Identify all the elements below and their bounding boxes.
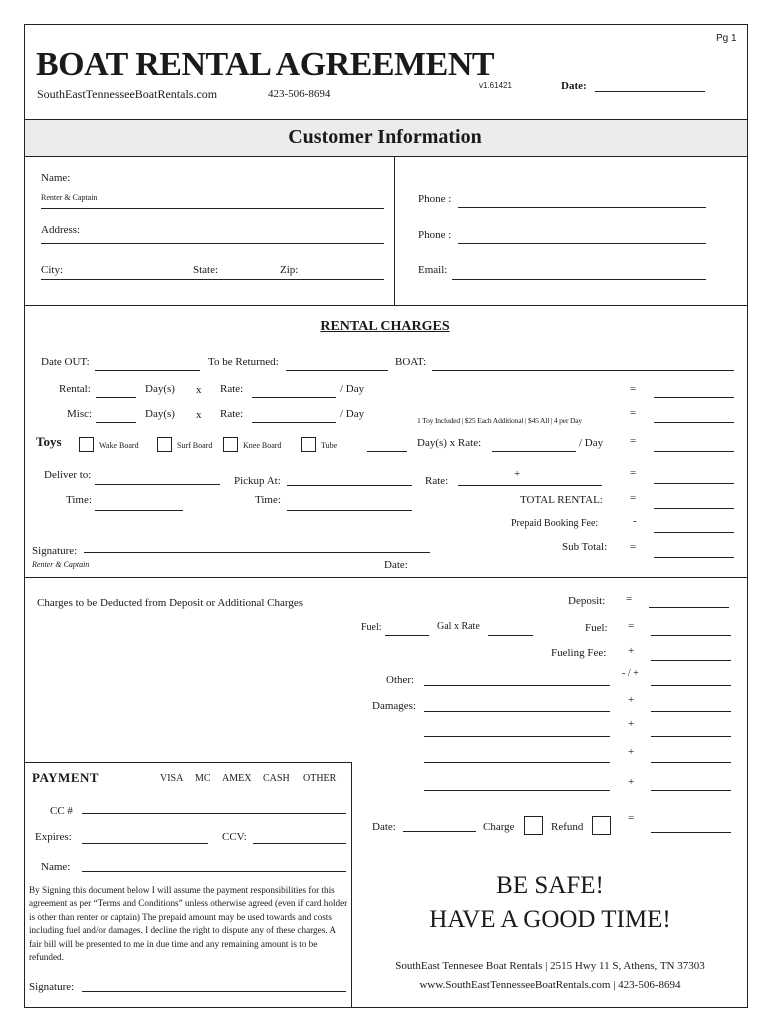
boat-label: BOAT: [395, 356, 427, 368]
delivery-rate-field[interactable] [458, 472, 602, 486]
damages-amount-2[interactable] [651, 723, 731, 737]
damages-plus-3: + [628, 746, 635, 758]
rental-signature-field[interactable] [84, 539, 430, 553]
phone1-field[interactable] [458, 194, 706, 208]
payment-name-label: Name: [41, 861, 71, 873]
minus-plus-label: - / + [622, 668, 639, 679]
knee-board-label: Knee Board [243, 441, 282, 450]
wake-board-label: Wake Board [99, 441, 139, 450]
misc-rate-label: Rate: [220, 408, 244, 420]
charge-checkbox[interactable] [524, 816, 543, 835]
fueling-fee-label: Fueling Fee: [551, 647, 607, 659]
deliver-to-label: Deliver to: [44, 469, 92, 481]
rental-charges-title: RENTAL CHARGES [320, 319, 450, 334]
boat-field[interactable] [432, 357, 734, 371]
payment-name-field[interactable] [82, 858, 346, 872]
rental-equals: = [630, 383, 637, 395]
toys-rate-field[interactable] [492, 438, 576, 452]
damages-desc-1[interactable] [424, 698, 610, 712]
phone-label: 423-506-8694 [268, 88, 331, 100]
surf-board-checkbox[interactable] [157, 437, 172, 452]
other-desc-field[interactable] [424, 672, 610, 686]
deposit-label: Deposit: [568, 595, 606, 607]
city-label: City: [41, 264, 64, 276]
rental-x-label: x [196, 384, 202, 396]
settle-equals: = [628, 812, 635, 824]
tube-checkbox[interactable] [301, 437, 316, 452]
sub-total-equals: = [630, 541, 637, 553]
payment-title: PAYMENT [32, 770, 100, 785]
fuel-gal-field[interactable] [385, 622, 429, 636]
toys-days-field[interactable] [367, 438, 407, 452]
good-time-text: HAVE A GOOD TIME! [429, 906, 671, 933]
be-safe-text: BE SAFE! [496, 872, 604, 899]
delivery-equals: = [630, 467, 637, 479]
delivery-total-field[interactable] [654, 470, 734, 484]
damages-desc-3[interactable] [424, 749, 610, 763]
prepaid-dash: - [633, 515, 637, 527]
website-label: SouthEastTennesseeBoatRentals.com [37, 87, 218, 101]
address-label: Address: [41, 224, 81, 236]
name-field[interactable] [41, 195, 384, 209]
zip-label: Zip: [280, 264, 299, 276]
prepaid-fee-label: Prepaid Booking Fee: [511, 518, 599, 529]
city-state-zip-field[interactable] [41, 266, 384, 280]
card-amex[interactable]: AMEX [222, 773, 252, 784]
header-date-label: Date: [561, 80, 587, 92]
version-label: v1.61421 [479, 81, 512, 90]
days-x-rate-label: Day(s) x Rate: [417, 437, 482, 449]
email-field[interactable] [452, 266, 706, 280]
refund-checkbox[interactable] [592, 816, 611, 835]
deliver-to-field[interactable] [95, 471, 220, 485]
customer-info-title: Customer Information [288, 126, 482, 148]
deposit-field[interactable] [649, 594, 729, 608]
knee-board-checkbox[interactable] [223, 437, 238, 452]
charge-label: Charge [483, 821, 515, 833]
fuel-label: Fuel: [361, 622, 382, 633]
deposit-equals: = [626, 593, 633, 605]
cc-label: CC # [50, 805, 73, 817]
toys-equals: = [630, 435, 637, 447]
surf-board-label: Surf Board [177, 441, 213, 450]
rental-total-field[interactable] [654, 384, 734, 398]
payment-signature-label: Signature: [29, 981, 75, 993]
expires-field[interactable] [82, 830, 208, 844]
card-mc[interactable]: MC [195, 773, 211, 784]
page-number: Pg 1 [716, 33, 737, 44]
fueling-fee-plus: + [628, 645, 635, 657]
customer-divider [394, 157, 395, 306]
pickup-at-label: Pickup At: [234, 475, 281, 487]
misc-total-field[interactable] [654, 409, 734, 423]
pickup-at-field[interactable] [287, 472, 412, 486]
damages-desc-2[interactable] [424, 723, 610, 737]
rental-rate-label: Rate: [220, 383, 244, 395]
fuel-total-field[interactable] [651, 622, 731, 636]
time1-field[interactable] [95, 497, 183, 511]
cc-field[interactable] [82, 800, 346, 814]
deposit-divider [24, 577, 748, 578]
card-other[interactable]: OTHER [303, 773, 337, 784]
email-label: Email: [418, 264, 448, 276]
date-out-field[interactable] [95, 357, 200, 371]
time2-label: Time: [255, 494, 281, 506]
damages-label: Damages: [372, 700, 416, 712]
wake-board-checkbox[interactable] [79, 437, 94, 452]
fuel-rate-field[interactable] [488, 622, 533, 636]
misc-per-day-label: / Day [340, 408, 365, 420]
sub-total-label: Sub Total: [562, 541, 608, 553]
damages-plus-2: + [628, 718, 635, 730]
footer-address: SouthEast Tennesee Boat Rentals | 2515 Hwy 11 S, Athens, TN 37303 [395, 960, 705, 972]
date-out-label: Date OUT: [41, 356, 90, 368]
misc-days-field[interactable] [96, 409, 136, 423]
settle-date-field[interactable] [403, 818, 476, 832]
damages-plus-1: + [628, 694, 635, 706]
signature-date-label: Date: [384, 559, 408, 571]
damages-amount-3[interactable] [651, 749, 731, 763]
toys-total-field[interactable] [654, 438, 734, 452]
expires-label: Expires: [35, 831, 72, 843]
total-rental-field[interactable] [654, 495, 734, 509]
to-be-returned-label: To be Returned: [208, 356, 279, 368]
card-cash[interactable]: CASH [263, 773, 290, 784]
footer-contact: www.SouthEastTennesseeBoatRentals.com | 423-506-8694 [419, 979, 681, 991]
signature-renter-captain: Renter & Captain [32, 560, 90, 569]
header-date-field[interactable] [595, 78, 705, 92]
form-title: BOAT RENTAL AGREEMENT [36, 46, 495, 83]
fuel2-label: Fuel: [585, 622, 608, 634]
state-label: State: [193, 264, 219, 276]
prepaid-fee-field[interactable] [654, 519, 734, 533]
tube-label: Tube [321, 441, 338, 450]
rental-rate-field[interactable] [252, 384, 336, 398]
misc-days-label: Day(s) [145, 408, 175, 420]
misc-rate-field[interactable] [252, 409, 336, 423]
renter-captain-label: Renter & Captain [41, 193, 98, 202]
phone2-label: Phone : [418, 229, 452, 241]
phone2-field[interactable] [458, 230, 706, 244]
damages-plus-4: + [628, 776, 635, 788]
rental-per-day-label: / Day [340, 383, 365, 395]
time2-field[interactable] [287, 497, 412, 511]
misc-x-label: x [196, 409, 202, 421]
total-rental-label: TOTAL RENTAL: [520, 494, 603, 506]
payment-signature-field[interactable] [82, 978, 346, 992]
damages-amount-1[interactable] [651, 698, 731, 712]
time1-label: Time: [66, 494, 92, 506]
ccv-field[interactable] [253, 830, 346, 844]
payment-terms: By Signing this document below I will assume the payment responsibilities for this agreement as per “Terms and Conditions” unless otherwise agreed (even if card holder is other than renter or captain) The prepaid amount may be used towards and costs including fuel and/or damages. I decline the right to dispute any of these charges. A fair bill will be presented to me in due time and any remaining amount is to be refunded. [29, 885, 348, 963]
refund-label: Refund [551, 821, 584, 833]
card-visa[interactable]: VISA [160, 773, 184, 784]
rental-days-label: Day(s) [145, 383, 175, 395]
ccv-label: CCV: [222, 831, 247, 843]
address-field[interactable] [41, 230, 384, 244]
gal-rate-label: Gal x Rate [437, 621, 480, 632]
misc-label: Misc: [67, 408, 93, 420]
misc-equals: = [630, 407, 637, 419]
delivery-rate-label: Rate: [425, 475, 449, 487]
sub-total-field[interactable] [654, 544, 734, 558]
charges-note: Charges to be Deducted from Deposit or Additional Charges [37, 597, 303, 609]
other-amount-field[interactable] [651, 672, 731, 686]
fueling-fee-field[interactable] [651, 647, 731, 661]
fuel-equals: = [628, 620, 635, 632]
signature-label: Signature: [32, 545, 78, 557]
toys-per-day-label: / Day [579, 437, 604, 449]
delivery-plus: + [514, 468, 521, 480]
toys-label: Toys [36, 434, 62, 449]
settle-amount-field[interactable] [651, 819, 731, 833]
rental-label: Rental: [59, 383, 91, 395]
phone1-label: Phone : [418, 193, 452, 205]
settle-date-label: Date: [372, 821, 396, 833]
rental-days-field[interactable] [96, 384, 136, 398]
total-equals: = [630, 492, 637, 504]
other-label: Other: [386, 674, 415, 686]
name-label: Name: [41, 172, 71, 184]
damages-amount-4[interactable] [651, 777, 731, 791]
damages-desc-4[interactable] [424, 777, 610, 791]
to-be-returned-field[interactable] [286, 357, 388, 371]
toy-pricing-note: 1 Toy Included | $25 Each Additional | $45 All | 4 per Day [417, 416, 583, 425]
